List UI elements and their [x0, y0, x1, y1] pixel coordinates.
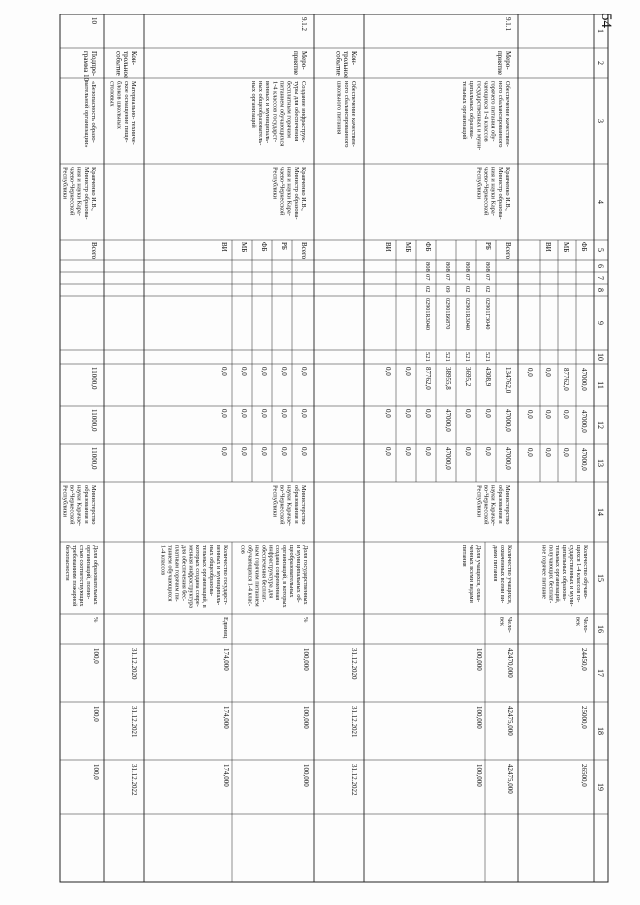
row-number: 9.1.1: [504, 17, 512, 31]
control-date-18: 31.12.2021: [350, 706, 358, 738]
value-col-11: 0,0: [260, 367, 268, 376]
budget-rz: 07: [464, 274, 471, 281]
row-executor: Министерствообразования инауки Карачае-во-ЧеркесскойРеспублики: [271, 485, 307, 527]
value-col-11: 0,0: [240, 367, 248, 376]
value-col-11: 47000,0: [580, 368, 588, 391]
value-col-12: 0,0: [384, 409, 392, 418]
budget-csr: 02901R3040: [424, 298, 431, 330]
value-col-12: 0,0: [280, 409, 288, 418]
indicator-text: Доля государственныхи муниципальных об-щеобразовательныхорганизаций, в которыхсоздана современнаяинфраструктура дляобеспечения бесплат-ным горячим питаниемобучающихся 1-4 клас-сов: [239, 545, 309, 608]
table-frame: [60, 14, 608, 882]
page-number: 54: [598, 13, 614, 28]
row-responsible: Кравченко И.В.,Министр образова-ния и науки Кара-чаево-ЧеркесскойРеспублики: [271, 167, 307, 220]
value-col-13: 0,0: [300, 447, 308, 456]
budget-csr: 02901Б6870: [444, 298, 451, 330]
row-name: Материально- техниче-ское оснащение пище-блоков школьныхстоловых: [108, 81, 137, 145]
indicator-value-17: 174,000: [222, 648, 230, 671]
column-header-12: 12: [596, 421, 605, 429]
budget-pr: 02: [464, 286, 471, 293]
value-col-11: 38955,8: [444, 367, 452, 390]
control-date-19: 31.12.2022: [350, 764, 358, 796]
value-col-13: 0,0: [280, 447, 288, 456]
value-col-11: 4308,9: [484, 367, 492, 387]
column-header-2: 2: [596, 61, 605, 65]
row-responsible: Кравченко И.В.,Министр образова-ния и науки Кара-чаево-ЧеркесскойРеспублики: [475, 167, 511, 220]
row-type: Меро-приятие: [292, 51, 308, 76]
value-col-12: 0,0: [562, 410, 570, 419]
column-header-8: 8: [596, 288, 605, 292]
value-col-11: 11000,0: [90, 367, 98, 390]
budget-pr: 09: [444, 286, 451, 293]
value-col-13: 0,0: [526, 448, 534, 457]
row-type: Кон-трольноесобытие: [334, 51, 358, 79]
column-header-18: 18: [596, 727, 605, 735]
value-col-12: 47000,0: [444, 409, 452, 432]
budget-source: Всего: [90, 242, 98, 260]
indicator-value-18: 25000,0: [580, 706, 588, 729]
value-col-13: 0,0: [404, 447, 412, 456]
rotated-table: [54, 14, 614, 894]
indicator-value-19: 100,0: [92, 764, 100, 780]
table-body: [60, 14, 614, 882]
value-col-12: 0,0: [464, 409, 472, 418]
indicator-text: Количество государст-венных и муниципаль-ных общеобразова-тельных организаций, вкоторых создана совре-менная инфраструктурадля обеспечения бес-платным горячим пи-танием обучающихся1-4 классов: [159, 545, 229, 609]
value-col-12: 0,0: [544, 410, 552, 419]
indicator-unit: %: [302, 617, 309, 623]
column-header-6: 6: [596, 264, 605, 268]
column-header-16: 16: [596, 625, 605, 633]
indicator-unit: Чело-век: [574, 617, 589, 633]
column-header-15: 15: [596, 574, 605, 582]
budget-source: ФБ: [580, 242, 588, 252]
row-responsible: Кравченко И.В.,Министр образова-ния и науки Кара-чаево-ЧеркесскойРеспублики: [61, 167, 97, 220]
control-date-17: 31.12.2020: [350, 648, 358, 680]
budget-source: РБ: [280, 242, 288, 250]
control-date-19: 31.12.2022: [130, 764, 138, 796]
column-header-7: 7: [596, 276, 605, 280]
indicator-text: Количество учащихся,охваченных всеми ви-дами питания: [492, 545, 513, 605]
value-col-12: 0,0: [220, 409, 228, 418]
budget-grbs: 808: [464, 262, 471, 272]
indicator-text: Количество обучаю-щихся 1-4 классов го-сударственных и муни-ципальных образова-тельных организаций,получающих бесплат-ное горячее питание: [540, 545, 589, 607]
budget-pr: 02: [484, 286, 491, 293]
budget-source: ФБ: [260, 242, 268, 252]
column-header-14: 14: [596, 508, 605, 516]
column-header-5: 5: [596, 248, 605, 252]
value-col-13: 47000,0: [444, 447, 452, 470]
row-type: Подпро-грамма 10: [82, 51, 98, 82]
value-col-13: 11000,0: [90, 447, 98, 470]
value-col-12: 0,0: [424, 409, 432, 418]
value-col-13: 0,0: [544, 448, 552, 457]
value-col-11: 0,0: [526, 368, 534, 377]
value-col-13: 0,0: [240, 447, 248, 456]
value-col-11: 0,0: [384, 367, 392, 376]
indicator-value-17: 100,0: [92, 648, 100, 664]
row-executor: Министерствообразования инауки Карачае-во-ЧеркесскойРеспублики: [61, 485, 97, 527]
indicator-value-17: 24450,0: [580, 648, 588, 671]
row-name: Обеспечение качествен-ного сбалансированногошкольного питания: [335, 81, 357, 148]
indicator-value-19: 174,000: [222, 764, 230, 787]
budget-pr: 02: [424, 286, 431, 293]
value-col-11: 0,0: [220, 367, 228, 376]
column-header-9: 9: [596, 321, 605, 325]
value-col-11: 87762,0: [424, 367, 432, 390]
value-col-11: 0,0: [300, 367, 308, 376]
row-number: 10: [90, 17, 98, 24]
budget-grbs: 808: [424, 262, 431, 272]
budget-source: ВИ: [544, 242, 552, 252]
value-col-13: 47000,0: [504, 447, 512, 470]
value-col-12: 0,0: [484, 409, 492, 418]
value-col-12: 47000,0: [580, 410, 588, 433]
indicator-unit: Единиц: [222, 617, 229, 639]
budget-rz: 07: [424, 274, 431, 281]
budget-source: РБ: [484, 242, 492, 250]
indicator-value-17: 100,000: [302, 648, 310, 671]
budget-vr: 521: [464, 352, 471, 362]
indicator-value-19: 100,000: [302, 764, 310, 787]
budget-source: ВИ: [384, 242, 392, 252]
value-col-11: 0,0: [280, 367, 288, 376]
value-col-13: 0,0: [562, 448, 570, 457]
value-col-13: 0,0: [424, 447, 432, 456]
budget-csr: 02901Г3040: [484, 298, 491, 330]
value-col-12: 0,0: [240, 409, 248, 418]
indicator-value-18: 174,000: [222, 706, 230, 729]
budget-vr: 521: [424, 352, 431, 362]
row-executor: Министерствообразования инауки Карачае-во-ЧеркесскойРеспублики: [475, 485, 511, 527]
row-number: 9.1.2: [300, 17, 308, 31]
column-header-13: 13: [596, 459, 605, 467]
row-name: «Безопасность образо-вательной организации»: [82, 81, 97, 148]
control-date-17: 31.12.2020: [130, 648, 138, 680]
row-type: Меро-приятие: [496, 51, 512, 76]
column-header-4: 4: [596, 200, 605, 204]
budget-grbs: 808: [444, 262, 451, 272]
column-header-11: 11: [596, 381, 605, 389]
budget-source: ВИ: [220, 242, 228, 252]
indicator-value-17: 42470,000: [506, 648, 514, 678]
value-col-11: 3695,2: [464, 367, 472, 387]
value-col-12: 47000,0: [504, 409, 512, 432]
budget-source: МБ: [562, 242, 570, 253]
row-type: Кон-трольноесобытие: [114, 51, 138, 79]
indicator-value-18: 100,0: [92, 706, 100, 722]
budget-source: Всего: [300, 242, 308, 260]
budget-grbs: 808: [484, 262, 491, 272]
row-name: Создание инфраструк-туры для обеспечениябесплатным горячимпитанием обучающихся1-4 классов государст-венных и муниципаль-ных общеобразователь-ных организаций: [249, 81, 307, 147]
value-col-12: 0,0: [300, 409, 308, 418]
budget-csr: 02901R3040: [464, 298, 471, 330]
value-col-12: 0,0: [260, 409, 268, 418]
budget-source: МБ: [404, 242, 412, 253]
budget-rz: 07: [484, 274, 491, 281]
value-col-12: 0,0: [526, 410, 534, 419]
value-col-12: 0,0: [404, 409, 412, 418]
indicator-value-19: 100,000: [475, 764, 483, 787]
value-col-13: 0,0: [464, 447, 472, 456]
value-col-13: 0,0: [220, 447, 228, 456]
indicator-value-18: 100,000: [475, 706, 483, 729]
indicator-text: Доля учащихся, охва-ченных всеми видамипитания: [461, 545, 482, 603]
budget-vr: 521: [444, 352, 451, 362]
indicator-text: Доля образовательныхорганизаций, полно-стью соответствующихтребованиям пожарнойбезопасности: [64, 545, 99, 607]
value-col-11: 0,0: [544, 368, 552, 377]
indicator-unit: %: [92, 617, 99, 623]
value-col-13: 0,0: [484, 447, 492, 456]
value-col-13: 47000,0: [580, 448, 588, 471]
budget-source: МБ: [240, 242, 248, 253]
budget-rz: 07: [444, 274, 451, 281]
value-col-13: 0,0: [260, 447, 268, 456]
column-header-17: 17: [596, 669, 605, 677]
indicator-value-19: 26500,0: [580, 764, 588, 787]
column-header-1: 1: [596, 29, 605, 33]
indicator-value-18: 100,000: [302, 706, 310, 729]
budget-source: Всего: [504, 242, 512, 260]
control-date-18: 31.12.2021: [130, 706, 138, 738]
value-col-11: 0,0: [404, 367, 412, 376]
value-col-13: 0,0: [384, 447, 392, 456]
column-header-10: 10: [596, 353, 605, 361]
column-header-19: 19: [596, 783, 605, 791]
indicator-value-17: 100,000: [475, 648, 483, 671]
budget-source: ФБ: [424, 242, 432, 252]
row-name: Обеспечение качествен-ного сбалансированногогорячего питания обу-чающихся 1-4 классовгосударственных и муни-ципальных образова-тельных организаций: [460, 81, 511, 151]
value-col-12: 11000,0: [90, 409, 98, 432]
value-col-11: 87762,0: [562, 368, 570, 391]
budget-vr: 521: [484, 352, 491, 362]
column-header-3: 3: [596, 119, 605, 123]
indicator-unit: Чело-век: [498, 617, 513, 633]
value-col-11: 134762,0: [504, 367, 512, 394]
indicator-value-18: 42475,000: [506, 706, 514, 736]
indicator-value-19: 42475,000: [506, 764, 514, 794]
